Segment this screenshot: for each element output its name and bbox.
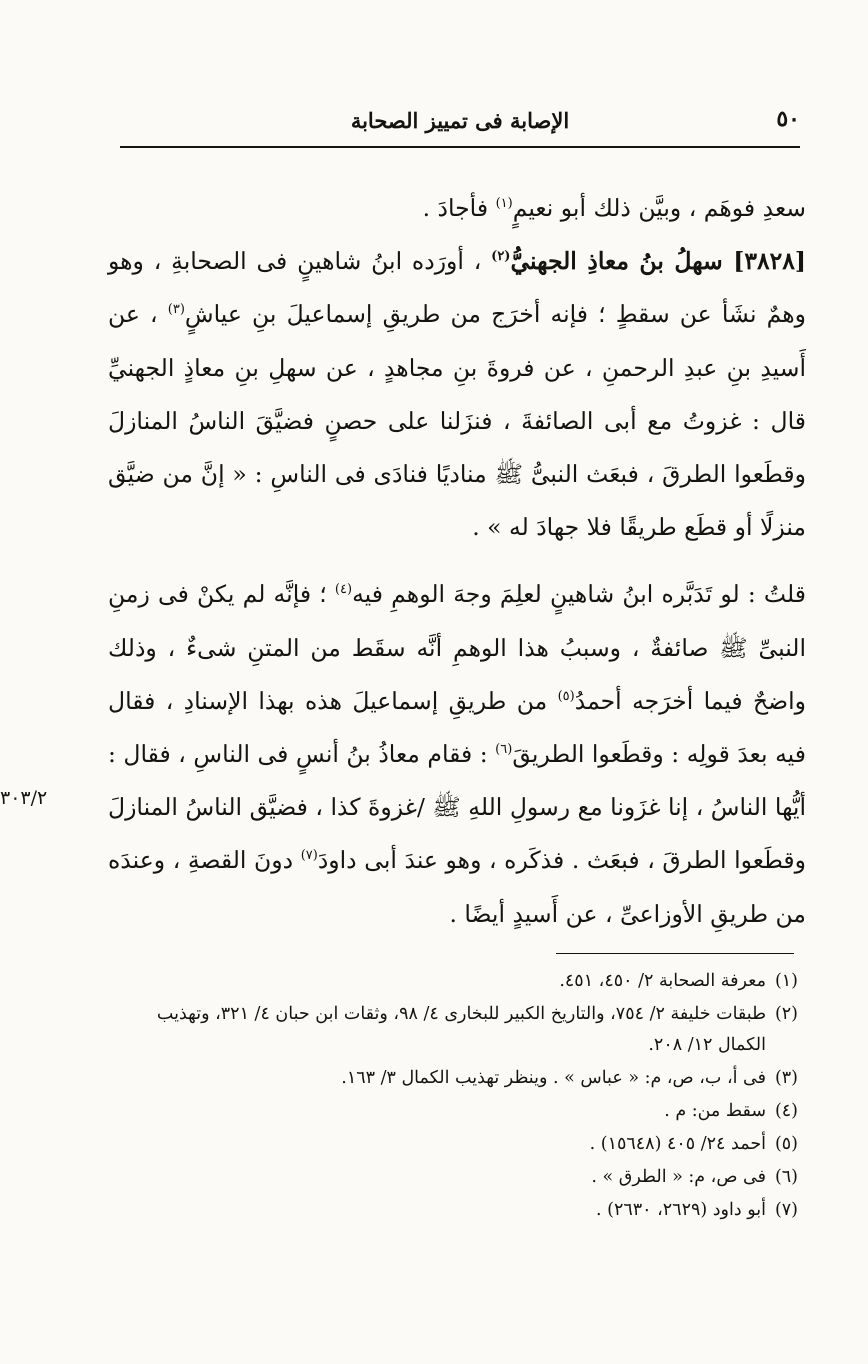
footnote-ref: (٧) bbox=[300, 848, 318, 864]
page-number: ٥٠ bbox=[776, 106, 800, 132]
footnote-number: (٦) bbox=[774, 1167, 798, 1187]
footnote-item: (١)معرفة الصحابة ٢/ ٤٥٠، ٤٥١. bbox=[108, 966, 798, 997]
footnote-item: (٧)أبو داود (٢٦٢٩، ٢٦٣٠) . bbox=[108, 1195, 798, 1226]
paragraph-entry-3828: [٣٨٢٨] سهلُ بنُ معاذِ الجهنيُّ$^{(٢)}$ ، أورَده ابنُ شاهينٍ فى الصحابةِ ، وهو وهمٌ نشَأ عن سقطٍ ؛ فإنه أخرَج من طريقِ إسماعيلَ بنِ عياشٍ$^{(٣)}$ ، عن أَسيدِ بنِ عبدِ الرحمنِ ، عن فروةَ بنِ مجاهدٍ ، عن سهلِ بنِ معاذٍ الجهنيِّ قال : غزوتُ مع أبى الصائفةَ ، فنزَلنا على حصنٍ فضيَّقَ الناسُ المنازلَ وقطَعوا الطرقَ ، فبعَث النبىُّ ﷺ مناديًا فنادَى فى الناسِ : « إنَّ من ضيَّق منزلًا أو قطَع طريقًا فلا جهادَ له » . bbox=[108, 247, 807, 542]
footnote-separator bbox=[556, 953, 794, 954]
margin-page-reference: ٣٠٣/٢ bbox=[0, 787, 48, 809]
footnote-ref: (٤) bbox=[334, 582, 353, 598]
footnote-number: (٥) bbox=[774, 1134, 798, 1154]
running-header bbox=[120, 106, 800, 140]
footnote-item: (٢)طبقات خليفة ٢/ ٧٥٤، والتاريخ الكبير للبخارى ٤/ ٩٨، وثقات ابن حبان ٤/ ٣٢١، وتهذيب الكمال ١٢/ ٢٠٨. bbox=[108, 999, 798, 1061]
footnote-ref: (١) bbox=[495, 196, 513, 211]
footnote-item: (٦)فى ص، م: « الطرق » . bbox=[108, 1162, 798, 1193]
footnote-ref: (٢) bbox=[491, 249, 511, 265]
footnote-ref: (٥) bbox=[557, 688, 575, 704]
header-rule bbox=[120, 146, 800, 148]
footnote-item: (٥)أحمد ٢٤/ ٤٠٥ (١٥٦٤٨) . bbox=[108, 1129, 798, 1160]
entry-heading: [٣٨٢٨] سهلُ بنُ معاذِ الجهنيُّ bbox=[510, 247, 806, 276]
paragraph-commentary: قلتُ : لو تَدَبَّره ابنُ شاهينٍ لعلِمَ وجهَ الوهمِ فيه$^{(٤)}$ ؛ فإنَّه لم يكنْ فى زمنِ النبىِّ ﷺ صائفةٌ ، وسببُ هذا الوهمِ أنَّه سقَط من المتنِ شىءٌ ، وذلك واضحٌ فيما أخرَجه أحمدُ$^{(٥)}$ من طريقِ إسماعيلَ هذه بهذا الإسنادِ ، فقال فيه بعدَ قولِه : وقطَعوا الطريقَ$^{(٦)}$ : فقام معاذُ بنُ أنسٍ فى الناسِ ، فقال : أيُّها الناسُ ، إنا غزَونا مع رسولِ اللهِ ﷺ /غزوةَ كذا ، فضيَّق الناسُ المنازلَ وقطَعوا الطرقَ ، فبعَث . فذكَره ، وهو عندَ أبى داودَ$^{(٧)}$ دونَ القصةِ ، وعندَه من طريقِ الأوزاعىِّ ، عن أَسيدٍ أيضًا . bbox=[108, 580, 807, 928]
footnote-number: (١) bbox=[774, 971, 798, 991]
paragraph-continuation: سعدِ فوهَم ، وبيَّن ذلك أبو نعيمٍ$^{(١)}$ فأجادَ . bbox=[422, 194, 806, 222]
footnote-number: (٢) bbox=[774, 1004, 798, 1024]
footnote-item: (٣)فى أ، ب، ص، م: « عباس » . وينظر تهذيب الكمال ٣/ ١٦٣. bbox=[108, 1063, 798, 1094]
footnote-item: (٤)سقط من: م . bbox=[108, 1096, 798, 1127]
footnote-ref: (٦) bbox=[495, 742, 513, 758]
main-text bbox=[108, 182, 806, 941]
footnote-ref: (٣) bbox=[167, 302, 185, 318]
book-title: الإصابة فى تمييز الصحابة bbox=[350, 108, 570, 133]
footnote-number: (٤) bbox=[774, 1101, 798, 1121]
footnote-number: (٣) bbox=[774, 1068, 798, 1088]
footnote-number: (٧) bbox=[774, 1200, 798, 1220]
footnotes bbox=[108, 966, 798, 1228]
